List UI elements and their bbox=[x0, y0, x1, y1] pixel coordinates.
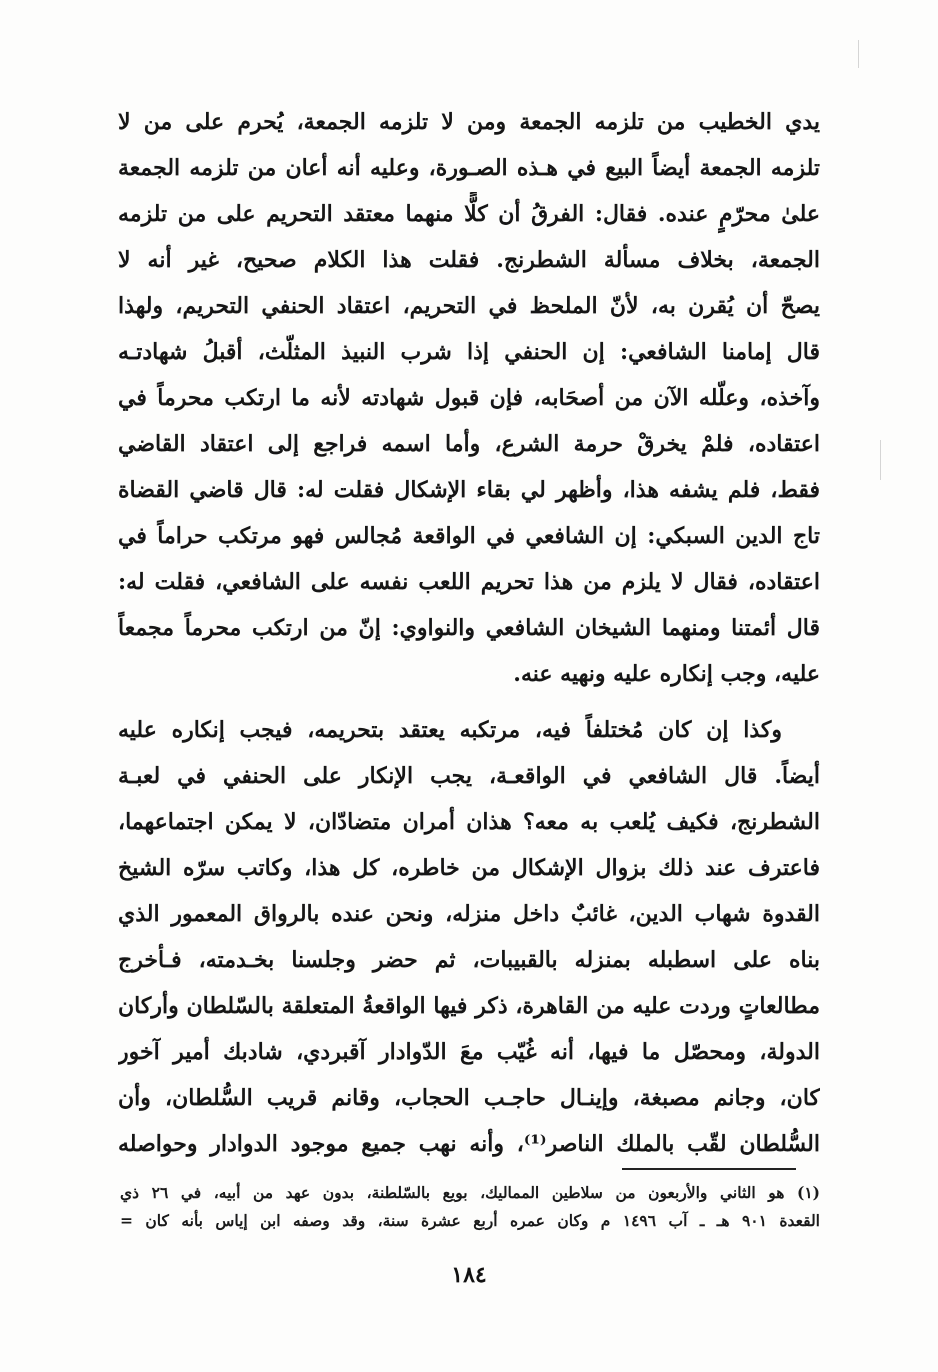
footnote-separator bbox=[622, 1168, 796, 1170]
text-line: تاج الدين السبكي: إن الشافعي في الواقعة مُجالس فهو مرتكب حراماً في bbox=[118, 523, 820, 549]
scan-mark bbox=[858, 40, 859, 68]
text-line: القدوة شهاب الدين، غائبٌ داخل منزله، ونحن عنده بالرواق المعمور الذي bbox=[118, 901, 820, 927]
text-line: السُّلطان لقّب بالملك الناصر⁽¹⁾، وأنه نهب جميع موجود الدوادار وحواصله bbox=[118, 1131, 820, 1157]
text-line: يصحّ أن يُقرن به، لأنّ الملحظ في التحريم، اعتقاد الحنفي التحريم، ولهذا bbox=[118, 293, 820, 319]
text-line: يدي الخطيب من تلزمه الجمعة ومن لا تلزمه الجمعة، يُحرم على من لا bbox=[118, 109, 820, 135]
text-line: كان، وجانم مصبغة، وإينـال حاجـب الحجاب، وقانم قريب السُّلطان، وأن bbox=[118, 1085, 820, 1111]
text-line: عليه، وجب إنكاره عليه ونهيه عنه. bbox=[513, 661, 820, 687]
text-line: الدولة، ومحصّل ما فيها، أنه غُيّب معَ الدّوادار آقبردي، شادبك أمير آخور bbox=[118, 1039, 820, 1065]
footnote-line: (١) هو الثاني والأربعون من سلاطين المماليك، بويع بالسّلطنة، بدون عهد من أبيه، في ٢٦ ذي bbox=[120, 1183, 820, 1202]
text-line: قال إمامنا الشافعي: إن الحنفي إذا شرب النبيذ المثلّث، أقبلُ شهادتـه bbox=[118, 339, 820, 365]
text-line: تلزمه الجمعة أيضاً البيع في هـذه الصـورة، وعليه أنه أعان من تلزمه الجمعة bbox=[118, 155, 820, 181]
text-line: فاعترف عند ذلك بزوال الإشكال من خاطره، كل هذا، وكاتب سرّه الشيخ bbox=[118, 855, 820, 881]
page-number: ١٨٤ bbox=[451, 1262, 487, 1288]
text-line: قال أئمتنا ومنهما الشيخان الشافعي والنواوي: إنّ من ارتكب محرماً مجمعاً bbox=[118, 615, 820, 641]
scan-mark bbox=[880, 440, 881, 480]
text-line: فقط، فلم يشفه هذا، وأظهر لي بقاء الإشكال فقلت له: قال قاضي القضاة bbox=[118, 477, 820, 503]
text-line: علىٰ محرّمٍ عنده. فقال: الفرقُ أن كلًّا منهما معتقد التحريم على من تلزمه bbox=[118, 201, 820, 227]
text-line: أيضاً. قال الشافعي في الواقعـة، يجب الإنكار على الحنفي في لعبـة bbox=[118, 763, 820, 789]
text-line: وكذا إن كان مُختلفاً فيه، مرتكبه يعتقد بتحريمه، فيجب إنكاره عليه bbox=[118, 717, 782, 743]
text-line: اعتقاده، فلمْ يخرقْ حرمة الشرع، وأما اسمه فراجع إلى اعتقاد القاضي bbox=[118, 431, 820, 457]
text-line: الشطرنج، فكيف يُلعب به معه؟ هذان أمران متضادّان، لا يمكن اجتماعهما، bbox=[118, 809, 820, 835]
text-line: اعتقاده، فقال لا يلزم من هذا تحريم اللعب نفسه على الشافعي، فقلت له: bbox=[118, 569, 820, 595]
text-line: مطالعاتٍ وردت عليه من القاهرة، ذكر فيها الواقعةُ المتعلقة بالسّلطان وأركان bbox=[118, 993, 820, 1019]
footnote-line: القعدة ٩٠١ هـ ـ آب ١٤٩٦ م وكان عمره أربع عشرة سنة، وقد وصفه ابن إياس بأنه كان = bbox=[120, 1211, 820, 1230]
text-line: بناه على اسطبله بمنزله بالقبيبات، ثم حضر وجلسنا بخـدمته، فـأخرج bbox=[118, 947, 820, 973]
text-line: الجمعة، بخلاف مسألة الشطرنج. فقلت هذا الكلام صحيح، غير أنه لا bbox=[118, 247, 820, 273]
text-line: وآخذه، وعلّله الآن من أصحَابه، فإن قبول شهادته لأنه ما ارتكب محرماً في bbox=[118, 385, 820, 411]
